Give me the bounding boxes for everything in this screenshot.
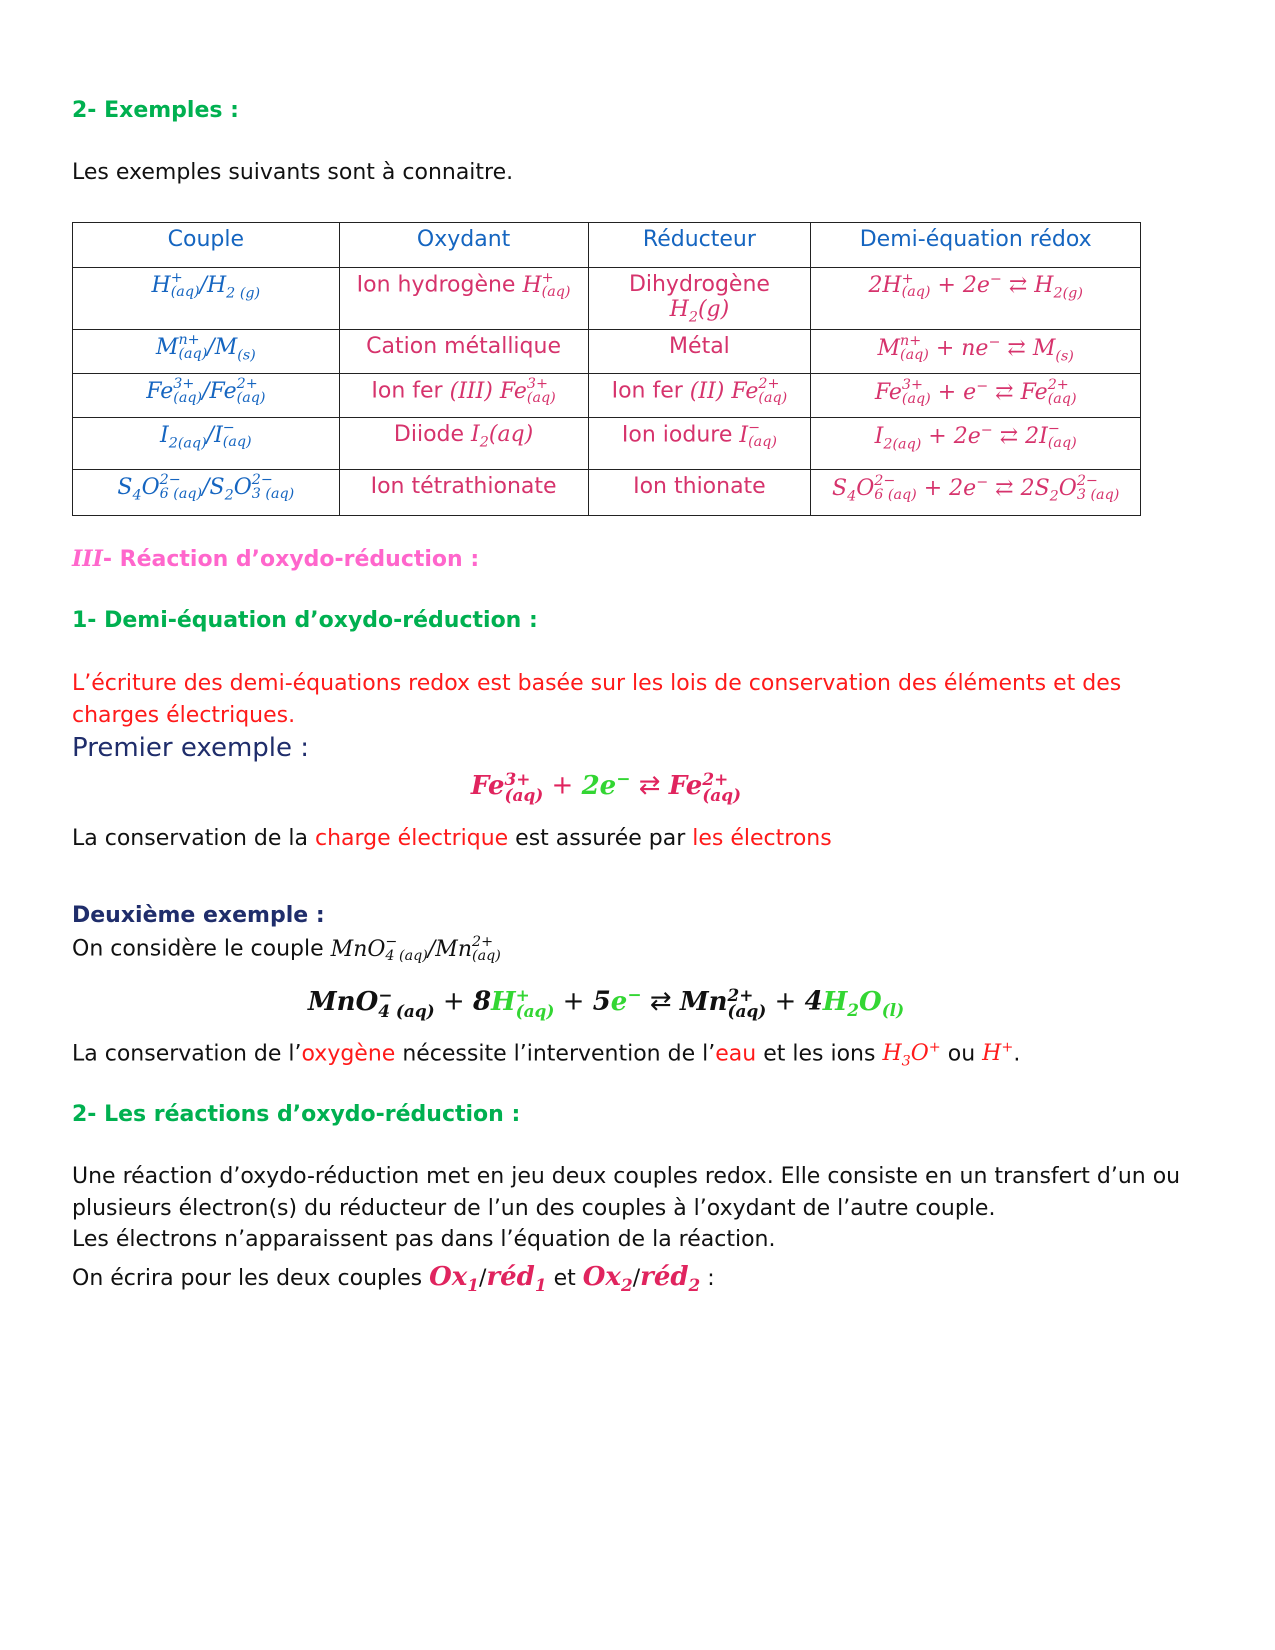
rule-line-1: L’écriture des demi-équations redox est basée sur les lois de conservation des éléments et des	[72, 671, 1122, 696]
cell-oxydant: Ion fer (III) Fe 3+ (aq)	[339, 374, 588, 418]
section-title-exemples: 2- Exemples :	[72, 98, 239, 123]
cell-oxydant: Ion hydrogène H + (aq)	[339, 268, 588, 330]
roman-numeral: III	[72, 546, 103, 572]
table-header-row	[73, 223, 1141, 268]
cell-reducteur: Ion fer (II) Fe 2+ (aq)	[588, 374, 811, 418]
cell-reducteur: Métal	[588, 330, 811, 374]
subsection-title-demi-equation: 1- Demi-équation d’oxydo-réduction :	[72, 608, 538, 633]
second-example-title: Deuxième exemple :	[72, 903, 325, 928]
table-row	[73, 418, 1141, 470]
cell-oxydant: Diiode $I_2(aq)$	[339, 418, 588, 470]
equation-mno4: MnO − 4 (aq) + 8H + (aq) + 5e− ⇄ Mn 2+ (aq) + $4H_2O_{(l)}$	[307, 984, 905, 1021]
paragraph-couples: On écrira pour les deux couples $Ox_1/réd_1$ et $Ox_2/réd_2$ :	[72, 1262, 715, 1296]
cell-reducteur: Ion thionate	[588, 470, 811, 516]
header-demi-equation: Demi-équation rédox	[811, 223, 1141, 268]
cell-reducteur: Dihydrogène $H_2(g)$	[588, 268, 811, 330]
section3-title: - Réaction d’oxydo-réduction :	[102, 547, 480, 572]
cell-demi-equation: M n+ (aq) + ne− ⇄ $M_{(s)}$	[811, 330, 1141, 374]
conservation-oxygen-text: La conservation de l’oxygène nécessite l’intervention de l’eau et les ions $H_3O^+$ ou H+.	[72, 1040, 1021, 1070]
table-row	[73, 374, 1141, 418]
table-row	[73, 330, 1141, 374]
table-row	[73, 268, 1141, 330]
table-row	[73, 470, 1141, 516]
cell-couple: H + (aq) $/H_{2 (g)}$	[73, 268, 340, 330]
paragraph-electrons: Les électrons n’apparaissent pas dans l’équation de la réaction.	[72, 1227, 776, 1252]
cell-reducteur: Ion iodure I − (aq)	[588, 418, 811, 470]
redox-table	[72, 222, 1141, 516]
cell-demi-equation: 2H + (aq) + 2e− ⇄ $H_{2(g)}$	[811, 268, 1141, 330]
equation-fe: Fe 3+ (aq) + 2e− ⇄ Fe 2+ (aq)	[470, 768, 742, 805]
subsection-title-reactions: 2- Les réactions d’oxydo-réduction :	[72, 1102, 521, 1127]
conservation-charge-text: La conservation de la charge électrique est assurée par les électrons	[72, 826, 832, 851]
first-example-title: Premier exemple :	[72, 733, 310, 763]
second-example-intro: On considère le couple MnO − 4 (aq) /Mn 2+ (aq)	[72, 934, 501, 964]
header-oxydant: Oxydant	[339, 223, 588, 268]
header-reducteur: Réducteur	[588, 223, 811, 268]
cell-couple: $S_4O$ 2− 6 (aq) $/S_2O$ 2− 3 (aq)	[73, 470, 340, 516]
rule-line-2: charges électriques.	[72, 703, 296, 728]
intro-text: Les exemples suivants sont à connaitre.	[72, 160, 514, 185]
cell-couple: M n+ (aq) $/M_{(s)}$	[73, 330, 340, 374]
section-title-reaction	[72, 546, 479, 572]
cell-oxydant: Ion tétrathionate	[339, 470, 588, 516]
cell-oxydant: Cation métallique	[339, 330, 588, 374]
cell-demi-equation: $I_{2(aq)} + 2e^-$ ⇄ 2I − (aq)	[811, 418, 1141, 470]
paragraph-line-2: plusieurs électron(s) du réducteur de l’un des couples à l’oxydant de l’autre couple.	[72, 1196, 996, 1221]
cell-couple: Fe 3+ (aq) /Fe 2+ (aq)	[73, 374, 340, 418]
paragraph-line-1: Une réaction d’oxydo-réduction met en jeu deux couples redox. Elle consiste en un transfert d’un ou	[72, 1164, 1181, 1189]
cell-demi-equation: Fe 3+ (aq) + e− ⇄ Fe 2+ (aq)	[811, 374, 1141, 418]
header-couple: Couple	[73, 223, 340, 268]
cell-demi-equation: $S_4O$ 2− 6 (aq) + 2e− ⇄ $2S_2O$ 2− 3 (aq)	[811, 470, 1141, 516]
cell-couple: $I_{2(aq)}/I$ − (aq)	[73, 418, 340, 470]
